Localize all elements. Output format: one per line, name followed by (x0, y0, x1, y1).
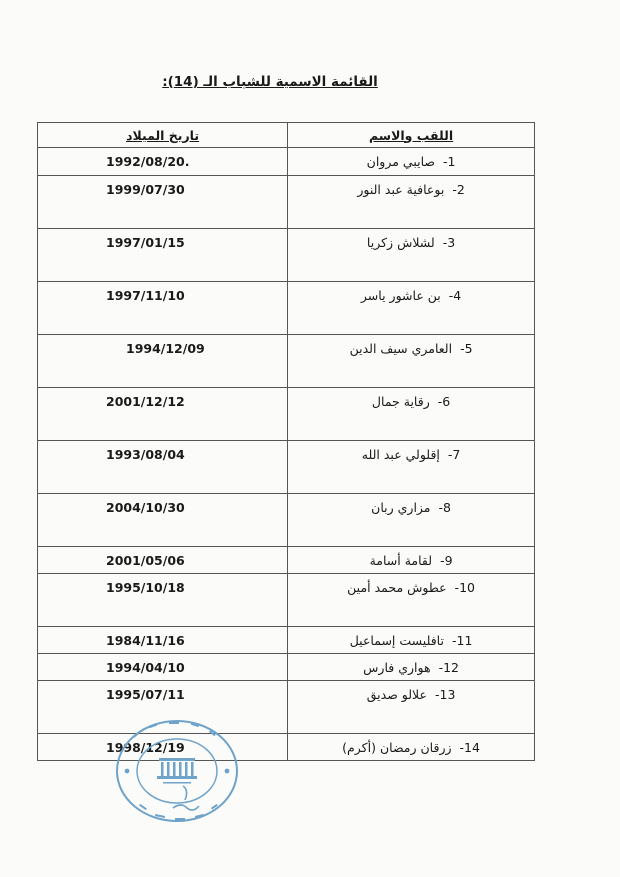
row-number: 1- (443, 154, 456, 169)
row-number: 6- (437, 394, 451, 409)
row-number: 9- (440, 553, 453, 568)
table-row (38, 574, 535, 627)
name-cell (288, 229, 535, 282)
birth-date: 2001/12/12 (106, 394, 185, 409)
date-cell (38, 654, 288, 681)
table-row (38, 654, 535, 681)
person-name: عطوش محمد أمين (347, 580, 447, 595)
name-cell (288, 388, 535, 441)
birth-date: 1992/08/20. (106, 154, 190, 169)
table-row (38, 229, 535, 282)
person-name: رقاية جمال (371, 394, 430, 409)
person-name: لقامة أسامة (369, 553, 433, 568)
table-row (38, 176, 535, 229)
row-number: 8- (438, 500, 451, 515)
name-cell (288, 547, 535, 574)
name-cell (288, 627, 535, 654)
person-name: العامري سيف الدين (349, 341, 453, 356)
person-name: بوعافية عبد النور (357, 182, 445, 197)
row-number: 11- (451, 633, 473, 648)
person-name: هواري فارس (363, 660, 431, 675)
table-row (38, 627, 535, 654)
row-number: 10- (454, 580, 475, 595)
birth-date: 1993/08/04 (106, 447, 185, 462)
birth-date: 1999/07/30 (106, 182, 185, 197)
birth-date: 1997/11/10 (106, 288, 185, 303)
name-cell (288, 654, 535, 681)
date-cell (38, 229, 288, 282)
table-row (38, 282, 535, 335)
table-row (38, 388, 535, 441)
name-cell (288, 494, 535, 547)
birth-date: 1994/12/09 (126, 341, 205, 356)
name-cell (288, 148, 535, 176)
person-name: مزاري ربان (371, 500, 431, 515)
name-cell (288, 574, 535, 627)
roster-table (37, 122, 535, 761)
birth-date: 1984/11/16 (106, 633, 185, 648)
date-cell (38, 574, 288, 627)
birth-date: 1998/12/19 (106, 740, 185, 755)
birth-date: 2004/10/30 (106, 500, 185, 515)
list-title: القائمة الاسمية للشباب الـ (14): (162, 74, 378, 90)
row-number: 4- (448, 288, 462, 303)
date-cell (38, 547, 288, 574)
date-cell (38, 176, 288, 229)
birth-date: 1995/10/18 (106, 580, 185, 595)
header-date: تاريخ الميلاد (38, 123, 288, 148)
person-name: تافليست إسماعيل (349, 633, 444, 648)
header-name: اللقب والاسم (288, 123, 535, 148)
person-name: صايبي مروان (366, 154, 436, 169)
date-cell (38, 627, 288, 654)
date-cell (38, 282, 288, 335)
table-row (38, 148, 535, 176)
table-row (38, 547, 535, 574)
person-name: بن عاشور ياسر (360, 288, 441, 303)
date-cell (38, 335, 288, 388)
row-number: 5- (460, 341, 473, 356)
table-row (38, 335, 535, 388)
row-number: 7- (447, 447, 461, 462)
name-cell (288, 681, 535, 734)
date-cell (38, 388, 288, 441)
date-cell (38, 441, 288, 494)
person-name: زرقان رمضان (أكرم) (342, 740, 452, 755)
name-cell (288, 176, 535, 229)
date-cell (38, 148, 288, 176)
row-number: 14- (459, 740, 480, 755)
name-cell (288, 335, 535, 388)
row-number: 13- (434, 687, 456, 702)
name-cell (288, 734, 535, 761)
official-stamp (113, 716, 241, 826)
birth-date: 2001/05/06 (106, 553, 185, 568)
person-name: لشلاش زكريا (366, 235, 435, 250)
person-name: علالو صديق (366, 687, 427, 702)
birth-date: 1995/07/11 (106, 687, 185, 702)
row-number: 3- (442, 235, 456, 250)
row-number: 2- (452, 182, 465, 197)
table-row (38, 441, 535, 494)
row-number: 12- (438, 660, 459, 675)
birth-date: 1997/01/15 (106, 235, 185, 250)
birth-date: 1994/04/10 (106, 660, 185, 675)
table-row (38, 494, 535, 547)
date-cell (38, 494, 288, 547)
table-header-row (38, 123, 535, 148)
name-cell (288, 282, 535, 335)
name-cell (288, 441, 535, 494)
person-name: إقلولي عبد الله (361, 447, 440, 462)
